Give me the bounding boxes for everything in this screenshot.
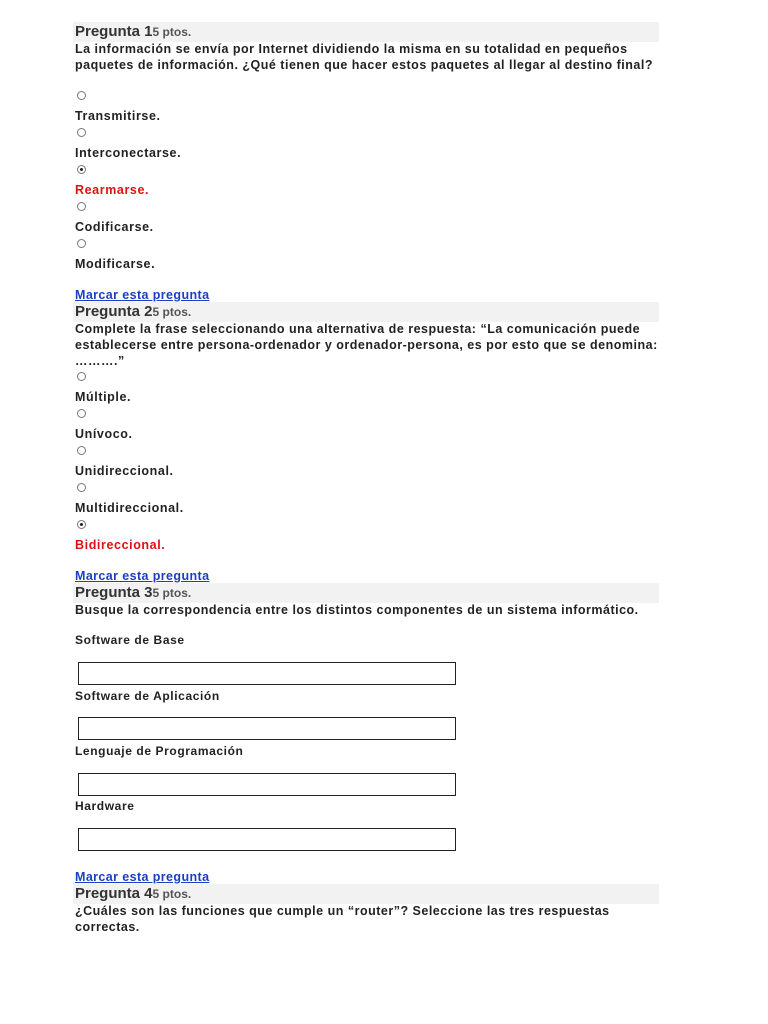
q2-option-1-label: Múltiple. (75, 390, 132, 404)
question-4-points: 5 ptos. (152, 887, 192, 901)
q2-mark-question-link[interactable]: Marcar esta pregunta (75, 569, 210, 583)
question-1-points: 5 ptos. (152, 25, 192, 39)
question-4-text: ¿Cuáles son las funciones que cumple un “router”? Seleccione las tres respuestas correctas. (75, 904, 610, 934)
question-2-text: Complete la frase seleccionando una alternativa de respuesta: “La comunicación puede establecerse entre persona-ordenador y ordenador-persona, es por esto que se denomina: ……….” (75, 322, 658, 368)
q3-field-2-label: Software de Aplicación (75, 689, 220, 703)
q3-mark-question-link[interactable]: Marcar esta pregunta (75, 870, 210, 884)
question-4-number: Pregunta 4 (75, 885, 153, 902)
q3-field-4-input[interactable] (78, 828, 456, 851)
question-1-header (73, 22, 659, 42)
q2-option-3-radio[interactable] (77, 446, 86, 455)
q3-field-3-input[interactable] (78, 773, 456, 796)
q1-option-4-label: Codificarse. (75, 220, 154, 234)
question-2-points: 5 ptos. (152, 305, 192, 319)
q2-option-5-label: Bidireccional. (75, 538, 166, 552)
q1-option-3-label: Rearmarse. (75, 183, 150, 197)
q3-field-3-label: Lenguaje de Programación (75, 744, 244, 758)
q3-field-1-label: Software de Base (75, 633, 185, 647)
q2-option-2-label: Unívoco. (75, 427, 133, 441)
q1-option-4-radio[interactable] (77, 202, 86, 211)
question-1-number: Pregunta 1 (75, 23, 153, 40)
question-2-number: Pregunta 2 (75, 303, 153, 320)
q2-option-4-radio[interactable] (77, 483, 86, 492)
q1-option-3-radio[interactable] (77, 165, 86, 174)
q2-option-4-label: Multidireccional. (75, 501, 184, 515)
q3-field-1-input[interactable] (78, 662, 456, 685)
question-3-text: Busque la correspondencia entre los distintos componentes de un sistema informático. (75, 603, 639, 617)
question-3-header (73, 583, 659, 603)
q3-field-4-label: Hardware (75, 799, 135, 813)
q2-option-2-radio[interactable] (77, 409, 86, 418)
q2-option-1-radio[interactable] (77, 372, 86, 381)
q1-mark-question-link[interactable]: Marcar esta pregunta (75, 288, 210, 302)
q3-field-2-input[interactable] (78, 717, 456, 740)
q1-option-5-radio[interactable] (77, 239, 86, 248)
q1-option-2-radio[interactable] (77, 128, 86, 137)
q1-option-5-label: Modificarse. (75, 257, 156, 271)
question-1-text: La información se envía por Internet dividiendo la misma en su totalidad en pequeños paquetes de información. ¿Qué tienen que hacer estos paquetes al llegar al destino final? (75, 42, 653, 72)
q1-option-1-radio[interactable] (77, 91, 86, 100)
q1-option-2-label: Interconectarse. (75, 146, 182, 160)
question-3-points: 5 ptos. (152, 586, 192, 600)
question-4-header (73, 884, 659, 904)
q1-option-1-label: Transmitirse. (75, 109, 161, 123)
q2-option-5-radio[interactable] (77, 520, 86, 529)
q2-option-3-label: Unidireccional. (75, 464, 174, 478)
question-2-header (73, 302, 659, 322)
question-3-number: Pregunta 3 (75, 584, 153, 601)
